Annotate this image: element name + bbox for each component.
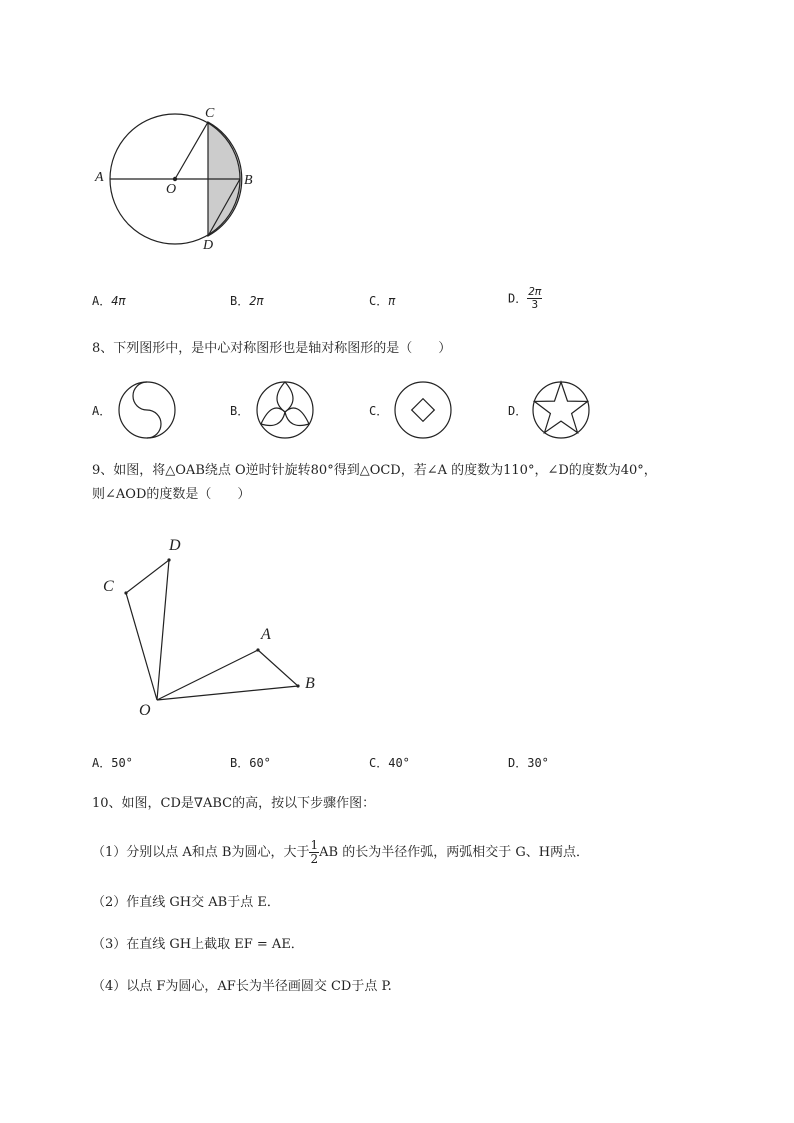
- q9-option-c[interactable]: [369, 754, 410, 772]
- fraction-numerator: 2π: [528, 285, 542, 298]
- triangle-oab: [157, 650, 298, 700]
- option-letter: B．: [230, 756, 250, 770]
- q10-stem: 10、如图，CD是∇ABC的高，按以下步骤作图：: [92, 796, 376, 811]
- q9-label-o: O: [139, 702, 151, 719]
- q9-option-a[interactable]: [92, 754, 133, 772]
- q7-label-a: A: [95, 170, 104, 185]
- q8-option-a-label[interactable]: A．: [92, 404, 112, 418]
- q9-option-d[interactable]: [508, 754, 549, 772]
- triangle-ocd: [126, 560, 169, 700]
- fraction-denominator: 3: [531, 298, 539, 311]
- step1-text-after: AB 的长为半径作弧，两弧相交于 G、H两点．: [319, 845, 590, 860]
- q7-label-b: B: [244, 173, 253, 188]
- q9-stem-line1: 9、如图，将△OAB绕点 O逆时针旋转80°得到△OCD，若∠A 的度数为110°，∠D的度数为40°，: [92, 463, 657, 478]
- q9-label-c: C: [103, 578, 114, 595]
- option-value: 30°: [527, 756, 549, 770]
- q7-label-o: O: [166, 182, 177, 197]
- q10-step4: （4）以点 F为圆心，AF长为半径画圆交 CD于点 P.: [92, 979, 392, 994]
- q9-label-b: B: [305, 675, 315, 692]
- q9-label-a: A: [261, 626, 271, 643]
- option-letter: C．: [369, 294, 389, 308]
- q8-option-d-label[interactable]: D．: [508, 404, 528, 418]
- option-value: 2π: [249, 294, 264, 308]
- step1-text-before: （1）分别以点 A和点 B为圆心，大于: [92, 845, 310, 860]
- option-value: 4π: [111, 294, 126, 308]
- q8-stem: 8、下列图形中，是中心对称图形也是轴对称图形的是（ ）: [92, 341, 452, 356]
- q8-option-c-label[interactable]: C．: [369, 404, 389, 418]
- q7-label-d: D: [203, 238, 214, 253]
- option-value: 60°: [249, 756, 271, 770]
- fraction-numerator: 1: [310, 838, 319, 852]
- q9-option-b[interactable]: [230, 754, 271, 772]
- q7-label-c: C: [205, 106, 215, 121]
- option-letter: D．: [508, 756, 528, 770]
- q10-step2: （2）作直线 GH交 AB于点 E．: [92, 895, 280, 910]
- option-value: π: [388, 294, 396, 308]
- option-letter: A．: [92, 756, 112, 770]
- option-value: 50°: [111, 756, 133, 770]
- q8-option-b-label[interactable]: B．: [230, 404, 250, 418]
- step1-fraction: [309, 839, 319, 866]
- option-letter: C．: [369, 756, 389, 770]
- q10-step1: [92, 838, 589, 868]
- q9-stem-line2: 则∠AOD的度数是（ ）: [92, 487, 251, 502]
- option-letter: D．: [508, 291, 528, 306]
- option-value: 40°: [388, 756, 410, 770]
- q9-label-d: D: [169, 537, 181, 554]
- option-letter: A．: [92, 294, 112, 308]
- option-letter: B．: [230, 294, 250, 308]
- fraction-denominator: 2: [310, 852, 319, 866]
- q10-step3: （3）在直线 GH上截取 EF = AE．: [92, 937, 304, 952]
